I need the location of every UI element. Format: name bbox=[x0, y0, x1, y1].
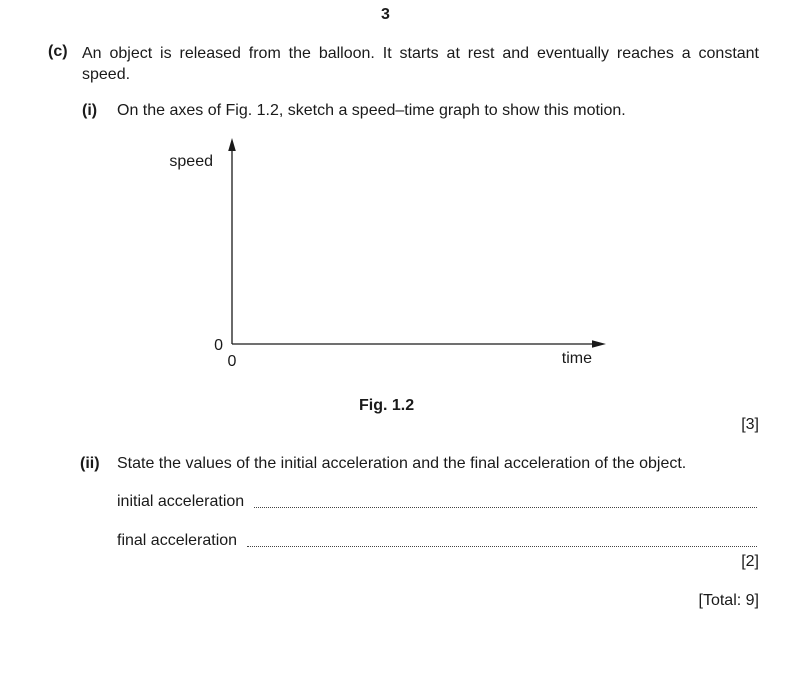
x-origin-label: 0 bbox=[227, 353, 237, 370]
part-ii-label: (ii) bbox=[80, 455, 100, 472]
y-axis-arrow bbox=[228, 138, 236, 151]
part-c-label: (c) bbox=[48, 43, 68, 60]
total-marks: [Total: 9] bbox=[698, 592, 759, 609]
x-axis-arrow bbox=[592, 340, 606, 348]
final-acceleration-answer-line[interactable] bbox=[247, 546, 757, 547]
part-ii-question: State the values of the initial acceleration and the final acceleration of the object. bbox=[117, 455, 687, 472]
y-axis-label: speed bbox=[169, 153, 213, 170]
final-acceleration-label: final acceleration bbox=[117, 532, 238, 549]
marks-ii: [2] bbox=[741, 553, 759, 570]
page-number: 3 bbox=[381, 6, 390, 23]
initial-acceleration-label: initial acceleration bbox=[117, 493, 245, 510]
marks-i: [3] bbox=[741, 416, 759, 433]
part-i-question: On the axes of Fig. 1.2, sketch a speed–time graph to show this motion. bbox=[117, 102, 626, 119]
part-i-label: (i) bbox=[82, 102, 98, 119]
part-c-question: An object is released from the balloon. It starts at rest and eventually reaches a constant speed. bbox=[82, 45, 759, 83]
y-origin-label: 0 bbox=[214, 337, 223, 354]
initial-acceleration-answer-line[interactable] bbox=[254, 507, 757, 508]
figure-caption: Fig. 1.2 bbox=[359, 397, 415, 414]
x-axis-label: time bbox=[561, 350, 592, 367]
